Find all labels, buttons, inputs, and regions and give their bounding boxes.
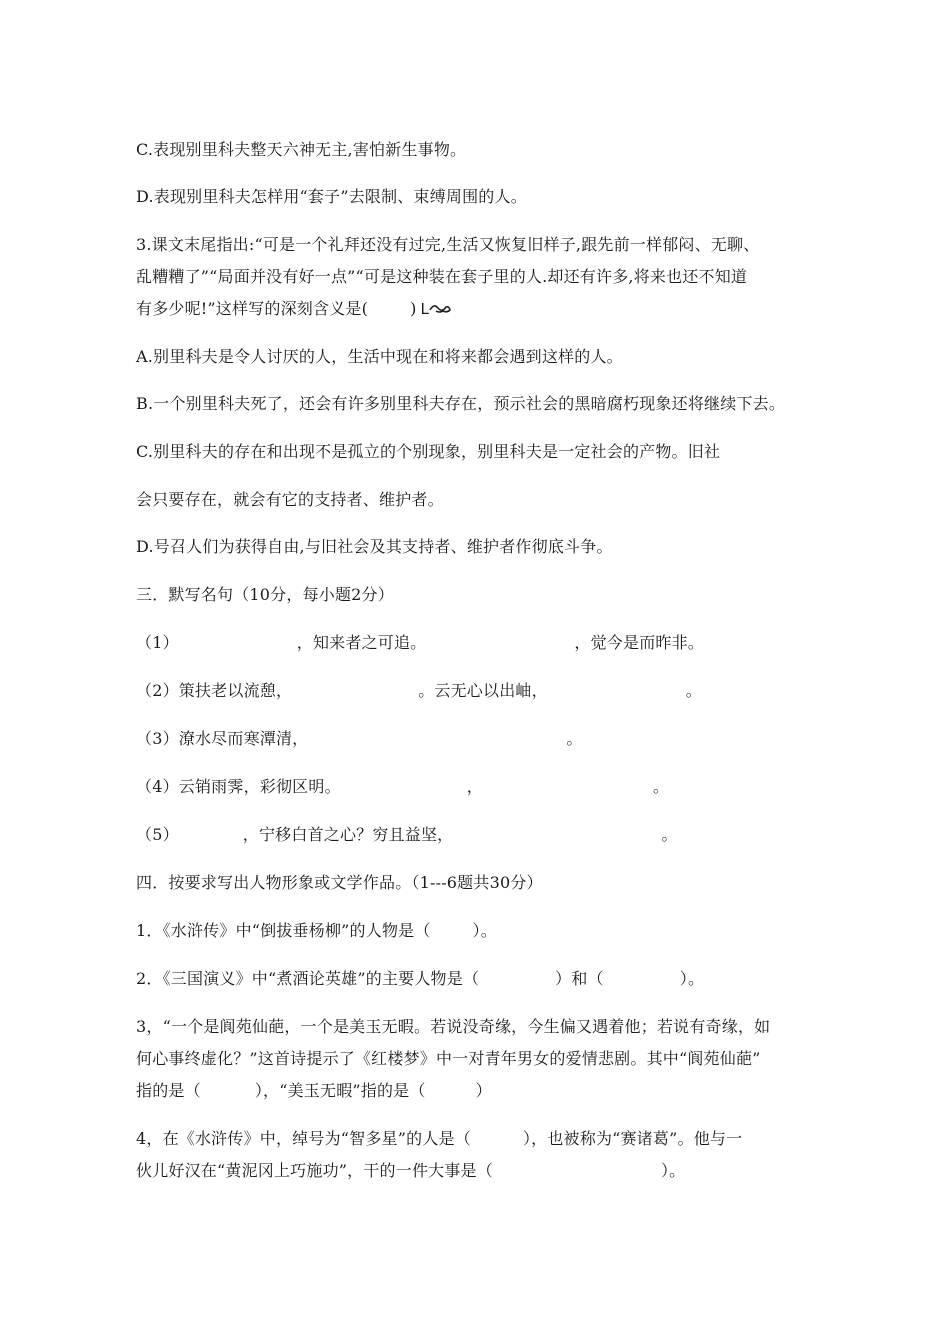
recitation-item-2 [136, 681, 702, 701]
question-text: ），“美玉无暇”指的是（ [254, 1081, 426, 1100]
q3-option-c-line2: 会只要存在，就会有它的支持者、维护者。 [136, 490, 444, 509]
item-text: ，知来者之可追。 [296, 633, 427, 652]
section3-heading: 三．默写名句（10分，每小题2分） [136, 585, 394, 604]
stray-mark: L [420, 300, 430, 318]
item-text: 。 [661, 825, 678, 844]
question-text: ）。 [660, 1161, 686, 1180]
q2-option-c: C.表现别里科夫整天六神无主,害怕新生事物。 [136, 140, 467, 159]
literature-q3-line3 [136, 1081, 492, 1101]
question-text: 指的是（ [136, 1081, 201, 1100]
question-text: ）。 [679, 969, 705, 988]
item-text: 。 [652, 777, 670, 796]
question-text: ）和（ [555, 969, 604, 988]
question-text: 伙儿好汉在“黄泥冈上巧施功”，干的一件大事是（ [136, 1161, 493, 1180]
q3-option-b: B.一个别里科夫死了，还会有许多别里科夫存在，预示社会的黑暗腐朽现象还将继续下去。 [136, 394, 786, 413]
item-text: 。云无心以出岫， [418, 681, 548, 700]
literature-q4-line2 [136, 1161, 685, 1181]
item-number: （1） [136, 633, 179, 652]
item-text: ， [466, 777, 483, 796]
question-text: 4，在《水浒传》中，绰号为“智多星”的人是（ [136, 1129, 471, 1148]
literature-q4-line1 [136, 1129, 742, 1149]
literature-q2 [136, 969, 704, 989]
question-text: ），也被称为“赛诸葛”。他与一 [522, 1129, 743, 1148]
item-text: 。 [685, 681, 702, 700]
item-text: ，觉今是而昨非。 [574, 633, 704, 652]
section4-heading: 四．按要求写出人物形象或文学作品。（1---6题共30分） [136, 873, 543, 892]
recitation-item-4 [136, 777, 669, 797]
q3-option-a: A.别里科夫是令人讨厌的人，生活中现在和将来都会遇到这样的人。 [136, 347, 623, 366]
literature-q1 [136, 921, 497, 941]
literature-q3-line2: 何心事终虚化？”这首诗提示了《红楼梦》中一对青年男女的爱情悲剧。其中“阆苑仙葩” [136, 1049, 761, 1068]
q3-stem-line3 [136, 299, 451, 319]
item-text: （3）潦水尽而寒潭清， [136, 729, 309, 748]
item-text: ，宁移白首之心？穷且益坚， [242, 825, 454, 844]
question-text: 1．《水浒传》中“倒拔垂杨柳”的人物是（ [136, 921, 431, 940]
item-text: 。 [566, 729, 583, 748]
question-text: ）。 [472, 921, 497, 940]
item-text: （4）云销雨霁，彩彻区明。 [136, 777, 341, 796]
q2-option-d: D.表现别里科夫怎样用“套子”去限制、束缚周围的人。 [136, 187, 527, 206]
item-number: （5） [136, 825, 179, 844]
literature-q3-line1: 3，“一个是阆苑仙葩，一个是美玉无暇。若说没奇缘，今生偏又遇着他；若说有奇缘，如 [136, 1017, 771, 1036]
recitation-item-1 [136, 633, 704, 653]
question-text: ） [475, 1081, 492, 1100]
scribble-icon [429, 301, 451, 315]
q3-stem-line1: 3.课文末尾指出:“可是一个礼拜还没有过完,生活又恢复旧样子,跟先前一样郁闷、无聊、 [136, 235, 760, 254]
question-text: 2．《三国演义》中“煮酒论英雄”的主要人物是（ [136, 969, 480, 988]
q3-stem-text: 有多少呢!”这样写的深刻含义是( [136, 299, 369, 318]
q3-stem-line2: 乱糟糟了”“局面并没有好一点”“可是这种装在套子里的人.却还有许多,将来也还不知道 [136, 267, 748, 286]
item-text: （2）策扶老以流憩， [136, 681, 293, 700]
recitation-item-3 [136, 729, 583, 749]
q3-option-d: D.号召人们为获得自由,与旧社会及其支持者、维护者作彻底斗争。 [136, 537, 613, 556]
recitation-item-5 [136, 825, 678, 845]
q3-stem-close: ) [410, 299, 417, 318]
q3-option-c-line1: C.别里科夫的存在和出现不是孤立的个别现象，别里科夫是一定社会的产物。旧社 [136, 442, 721, 461]
